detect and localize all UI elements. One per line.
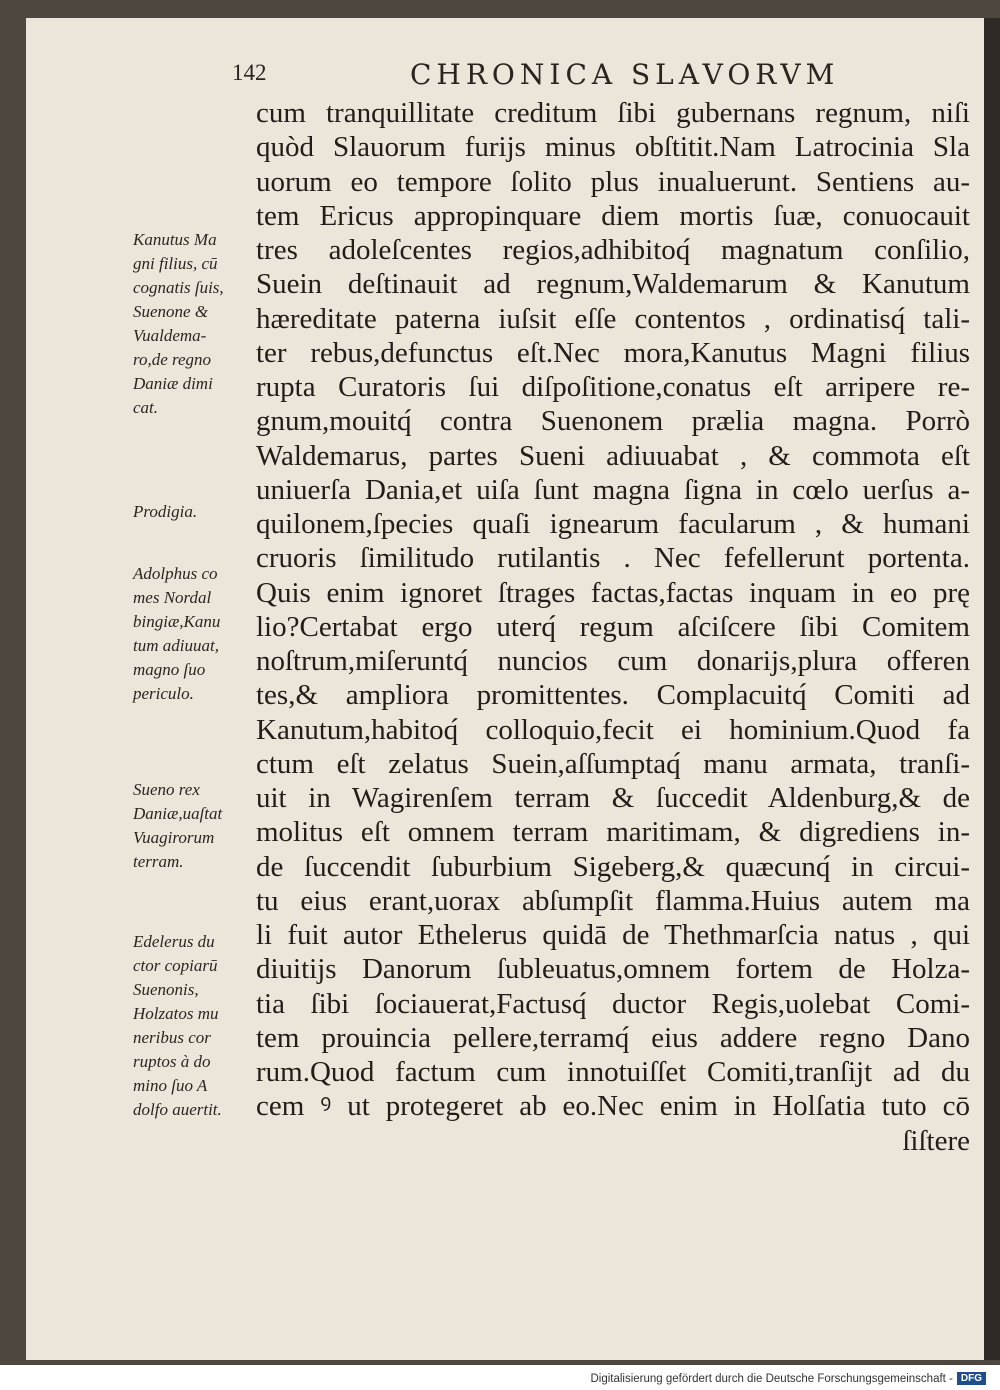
marginal-note-line: Edelerus du [133, 932, 215, 951]
marginal-note-line: cat. [133, 398, 159, 417]
marginal-note-adolphus [133, 562, 261, 706]
marginal-note-kanutus [133, 228, 261, 420]
page-edge-shadow [984, 18, 1000, 1360]
digitization-footer [590, 1372, 986, 1385]
marginal-note-line: Vualdema- [133, 326, 207, 345]
marginal-note-line: terram. [133, 852, 184, 871]
marginal-note-sueno [133, 778, 261, 874]
marginal-note-line: Adolphus co [133, 564, 218, 583]
marginal-note-line: mes Nordal [133, 588, 212, 607]
text-line: quilonem,ſpecies quaſi ignearum facularum , & humani [256, 508, 970, 540]
marginal-note-line: Daniæ,uaſtat [133, 804, 223, 823]
marginal-note-line: tum adiuuat, [133, 636, 219, 655]
text-line: ter rebus,defunctus eſt.Nec mora,Kanutus Magni filius [256, 336, 970, 369]
page-number: 142 [232, 60, 267, 85]
main-text-block [256, 96, 970, 1158]
marginal-note-line: Holzatos mu [133, 1004, 219, 1023]
marginal-note-line: dolfo auertit. [133, 1100, 222, 1119]
marginal-note-line: ro,de regno [133, 350, 212, 369]
text-line: tres adoleſcentes regios,adhibitoq́ magnatum conſilio, [256, 234, 970, 266]
marginal-note-line: gni filius, cū [133, 254, 218, 273]
marginal-note-line: Prodigia. [133, 502, 198, 521]
text-line: tes,& ampliora promittentes. Complacuitq́ Comiti ad [256, 679, 970, 712]
marginal-note-edelerus [133, 930, 261, 1122]
text-line: molitus eſt omnem terram maritimam, & digrediens in- [256, 816, 970, 849]
text-line: cum tranquillitate creditum ſibi gubernans regnum, niſi [256, 97, 970, 129]
marginal-note-line: cognatis ſuis, [133, 278, 224, 297]
text-line: cem ꝰ ut protegeret ab eo.Nec enim in Holſatia tuto cō [256, 1090, 970, 1123]
marginal-note-line: Vuagirorum [133, 828, 215, 847]
marginal-note-line: ctor copiarū [133, 956, 218, 975]
text-line: cruoris ſimilitudo rutilantis . Nec fefellerunt portenta. [256, 542, 970, 575]
text-line: de ſuccendit ſuburbium Sigeberg,& quæcunq́ in circui- [256, 850, 970, 883]
text-line: gnum,mouitq́ contra Suenonem prælia magna. Porrò [256, 405, 970, 438]
text-line: uniuerſa Dania,et uiſa ſunt magna ſigna in cœlo uerſus a- [256, 473, 970, 506]
marginal-note-line: ruptos à do [133, 1052, 211, 1071]
text-line: ſiſtere [902, 1124, 970, 1157]
text-line: lio?Certabat ergo uterq́ regum aſciſcere ſibi Comitem [256, 610, 970, 643]
marginal-note-line: periculo. [133, 684, 194, 703]
text-line: ctum eſt zelatus Suein,aſſumptaq́ manu armata, tranſi- [256, 747, 970, 780]
running-title: CHRONICA SLAVORVM [410, 58, 840, 91]
marginal-note-prodigia [133, 500, 261, 524]
dfg-logo: DFG [957, 1372, 986, 1385]
text-line: noſtrum,miſeruntq́ nuncios cum donarijs,plura offeren [256, 645, 970, 677]
footer-text: Digitalisierung gefördert durch die Deutsche Forschungsgemeinschaft - [590, 1372, 953, 1385]
text-line: Quis enim ignoret ſtrages factas,factas inquam in eo prę [256, 576, 970, 609]
marginal-note-line: Kanutus Ma [133, 230, 217, 249]
marginal-note-line: neribus cor [133, 1028, 211, 1047]
text-line: Waldemarus, partes Sueni adiuuabat , & commota eſt [256, 439, 970, 472]
marginal-note-line: bingiæ,Kanu [133, 612, 221, 631]
running-header [0, 42, 1000, 91]
text-line: Kanutum,habitoq́ colloquio,fecit ei hominium.Quod fa [256, 713, 970, 746]
text-line: quòd Slauorum furijs minus obſtitit.Nam Latrocinia Sla [256, 131, 970, 164]
text-line: tem Ericus appropinquare diem mortis ſuæ, conuocauit [256, 199, 970, 232]
text-line: rupta Curatoris ſui diſpoſitione,conatus eſt arripere re- [256, 371, 970, 403]
text-line: rum.Quod factum cum innotuiſſet Comiti,tranſijt ad du [256, 1056, 970, 1088]
text-line: tem prouincia pellere,terramq́ eius addere regno Dano [256, 1021, 970, 1054]
marginal-note-line: Daniæ dimi [133, 374, 213, 393]
text-line: uorum eo tempore ſolito plus inualuerunt. Sentiens au- [256, 165, 970, 198]
text-line: tu eius erant,uorax abſumpſit flamma.Huius autem ma [256, 884, 970, 917]
marginal-note-line: Suenone & [133, 302, 209, 321]
marginal-note-line: Sueno rex [133, 780, 200, 799]
text-line: diuitijs Danorum ſubleuatus,omnem fortem de Holza- [256, 953, 970, 986]
marginal-note-line: Suenonis, [133, 980, 199, 999]
marginal-note-line: mino ſuo A [133, 1076, 208, 1095]
text-line: li fuit autor Ethelerus quidā de Thethmarſcia natus , qui [256, 919, 970, 951]
text-line: uit in Wagirenſem terram & ſuccedit Aldenburg,& de [256, 782, 970, 814]
text-line: Suein deſtinauit ad regnum,Waldemarum & Kanutum [256, 268, 970, 301]
marginal-note-line: magno ſuo [133, 660, 206, 679]
text-line: tia ſibi ſociauerat,Factusq́ ductor Regis,uolebat Comi- [256, 987, 970, 1020]
text-line: hæreditate paterna iuſsit eſſe contentos , ordinatisq́ tali- [256, 302, 970, 335]
